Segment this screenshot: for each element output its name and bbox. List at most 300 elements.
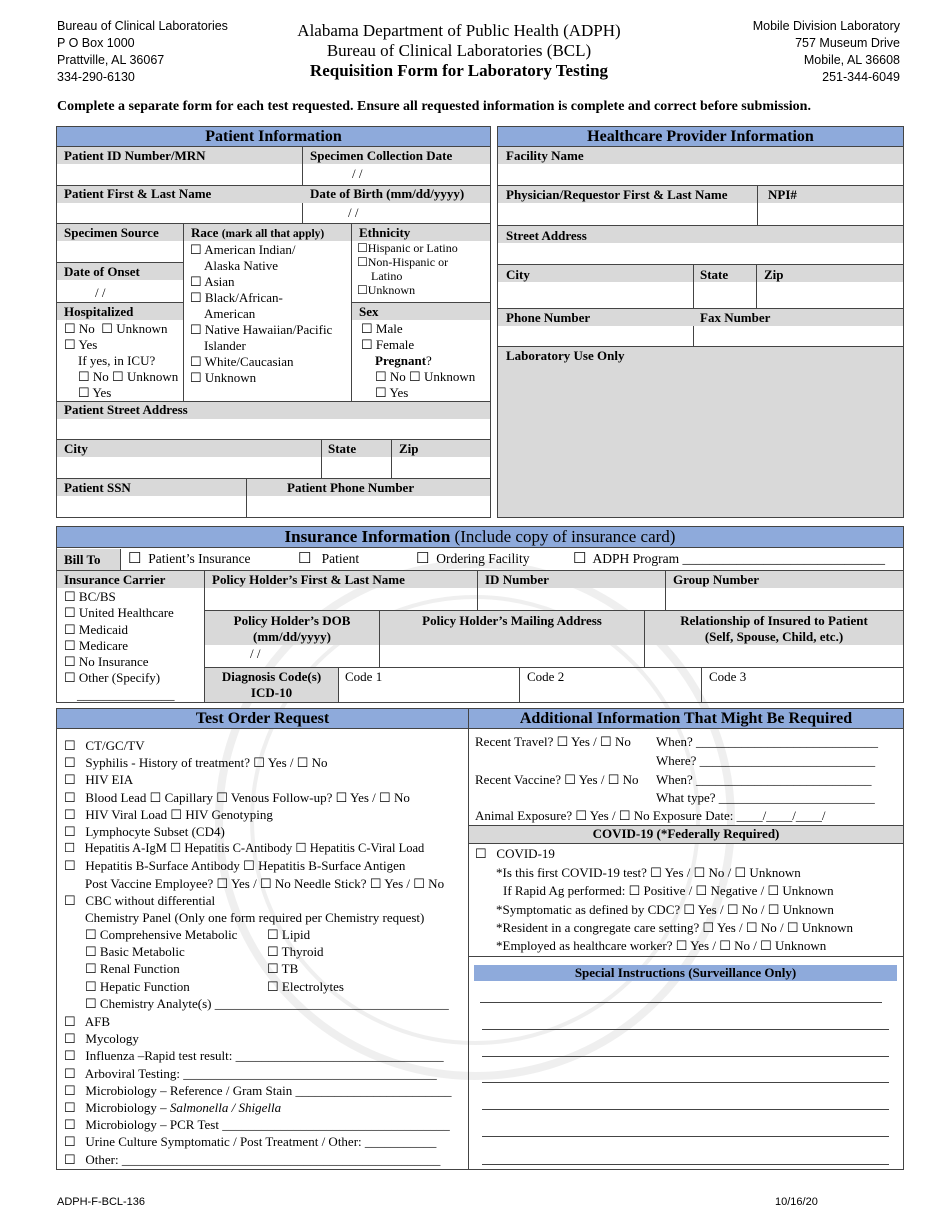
- chem-tb[interactable]: [267, 960, 344, 977]
- test-label: AFB: [84, 1014, 110, 1029]
- special-line[interactable]: [482, 1136, 889, 1137]
- diagnosis-label-line: Diagnosis Code(s): [221, 669, 322, 684]
- pregnant-yes[interactable]: [375, 385, 408, 401]
- lab-use-label: Laboratory Use Only: [506, 348, 625, 363]
- covid-question[interactable]: *Is this first COVID-19 test? ☐ Yes / ☐ No / ☐ Unknown: [496, 865, 801, 880]
- lab-address-left: [57, 18, 228, 86]
- test-label: Urine Culture Symptomatic / Post Treatment / Other: ___________: [85, 1134, 437, 1150]
- checkbox-icon[interactable]: [64, 893, 76, 908]
- option-label: Male: [375, 321, 403, 336]
- checkbox-icon[interactable]: [357, 255, 368, 269]
- street-address-label: Patient Street Address: [64, 402, 188, 417]
- checkbox-icon[interactable]: [190, 242, 202, 257]
- checkbox-icon[interactable]: [64, 755, 76, 770]
- option-label: Unknown: [126, 369, 179, 384]
- chem-lipid[interactable]: [267, 926, 344, 943]
- provider-section-title: Healthcare Provider Information: [498, 127, 903, 147]
- collection-date-label: Specimen Collection Date: [310, 148, 453, 163]
- lab-address-right: [753, 18, 900, 86]
- zip-label: Zip: [399, 441, 419, 456]
- test-list-more: [64, 1013, 452, 1168]
- test-afb[interactable]: [64, 1013, 452, 1030]
- label-bar: [57, 571, 903, 588]
- test-label: Other: _________________________________________________: [85, 1151, 441, 1167]
- recent-vaccine[interactable]: Recent Vaccine? ☐ Yes / ☐ No: [475, 772, 639, 787]
- pregnant-question-mark: ?: [426, 353, 432, 368]
- bill-to-label: Bill To: [64, 552, 101, 567]
- special-line[interactable]: [482, 1164, 889, 1165]
- option-label: Medicaid: [78, 621, 128, 637]
- race-option-label: Black/African-: [204, 290, 283, 305]
- checkbox-icon[interactable]: [64, 605, 76, 620]
- test-syphilis[interactable]: [64, 754, 444, 771]
- option-label: Ordering Facility: [436, 551, 530, 566]
- checkbox-icon[interactable]: [64, 1048, 76, 1063]
- pregnant-label: [375, 353, 432, 369]
- chem-panel-label: Chemistry Panel (Only one form required per Chemistry request): [85, 910, 425, 926]
- test-label: Chemistry Analyte(s) ____________________________________: [99, 995, 449, 1011]
- test-ct-gc-tv[interactable]: [64, 737, 444, 754]
- option-label: Medicare: [78, 637, 128, 653]
- carrier-medicaid[interactable]: [64, 622, 175, 638]
- test-mycology[interactable]: [64, 1030, 452, 1047]
- provider-street-label: Street Address: [506, 228, 587, 243]
- holder-dob-label-line: Policy Holder’s DOB: [233, 613, 351, 628]
- race-option-label: American Indian/: [204, 242, 296, 257]
- checkbox-icon[interactable]: [85, 996, 97, 1011]
- carrier-options: [64, 589, 175, 703]
- test-label: Thyroid: [281, 944, 324, 960]
- vaccine-when[interactable]: When? ___________________________: [656, 772, 872, 787]
- ethnicity-option-label: Unknown: [367, 283, 416, 297]
- address-line: 757 Museum Drive: [795, 36, 900, 50]
- race-option-label: American: [204, 306, 256, 321]
- covid-question[interactable]: *Resident in a congregate care setting? ☐ Yes / ☐ No / ☐ Unknown: [496, 919, 854, 935]
- form-date: 10/16/20: [775, 1196, 818, 1208]
- test-label: Lymphocyte Subset (CD4): [85, 824, 225, 840]
- checkbox-icon[interactable]: [409, 369, 421, 384]
- carrier-bcbs[interactable]: [64, 589, 175, 605]
- address-line: 251-344-6049: [822, 70, 900, 84]
- race-label-text: Race: [191, 225, 219, 240]
- checkbox-icon[interactable]: [64, 337, 76, 352]
- test-hiv-viral-load[interactable]: [64, 806, 444, 823]
- specimen-source-label: Specimen Source: [64, 225, 159, 240]
- group-number-label: Group Number: [673, 572, 760, 587]
- address-line: 334-290-6130: [57, 70, 135, 84]
- checkbox-icon[interactable]: [101, 321, 113, 336]
- option-label: Unknown: [423, 369, 476, 384]
- test-label: HIV EIA: [85, 772, 134, 788]
- pregnant-label-text: Pregnant: [375, 353, 427, 368]
- carrier-no-insurance[interactable]: [64, 654, 175, 670]
- ethnicity-option-label: Non-Hispanic or: [367, 255, 449, 269]
- test-micro-reference[interactable]: [64, 1082, 452, 1099]
- checkbox-icon[interactable]: [64, 638, 76, 653]
- race-option-american-indian[interactable]: [190, 242, 332, 258]
- bill-patient[interactable]: [298, 551, 359, 567]
- checkbox-icon[interactable]: [64, 841, 75, 855]
- checkbox-icon[interactable]: [375, 385, 387, 400]
- checkbox-icon[interactable]: [112, 369, 124, 384]
- test-label: Blood Lead ☐ Capillary ☐ Venous Follow-up? ☐ Yes / ☐ No: [85, 789, 410, 805]
- form-title: [250, 21, 668, 81]
- relationship-label-line: (Self, Spouse, Child, etc.): [704, 629, 844, 644]
- collection-date-input[interactable]: / /: [352, 166, 363, 181]
- checkbox-icon[interactable]: [64, 858, 76, 873]
- divider: [183, 223, 184, 401]
- icu-yes[interactable]: [78, 385, 111, 401]
- special-instructions-title: Special Instructions (Surveillance Only): [574, 965, 797, 980]
- provider-zip-label: Zip: [764, 267, 784, 282]
- bill-ordering-facility[interactable]: [416, 551, 530, 567]
- checkbox-icon[interactable]: [190, 322, 202, 337]
- option-label: United Healthcare: [78, 605, 174, 621]
- carrier-united[interactable]: [64, 605, 175, 621]
- test-label: Electrolytes: [281, 978, 344, 994]
- physician-label: Physician/Requestor First & Last Name: [506, 187, 728, 202]
- provider-fax-label: Fax Number: [700, 310, 771, 325]
- checkbox-icon[interactable]: [64, 321, 76, 336]
- race-option-label: Asian: [204, 274, 235, 289]
- test-label: Hepatitis B-Surface Antibody ☐ Hepatitis B-Surface Antigen: [85, 858, 406, 874]
- checkbox-icon[interactable]: [85, 927, 97, 942]
- covid-questions: [496, 864, 853, 955]
- test-label: Arboviral Testing: _______________________________________: [84, 1065, 437, 1081]
- test-blood-lead[interactable]: [64, 789, 444, 806]
- checkbox-icon[interactable]: [375, 369, 387, 384]
- insurance-title-bold: Insurance Information: [284, 527, 451, 546]
- additional-info-title: Additional Information That Might Be Required: [469, 709, 903, 729]
- bill-adph-program[interactable]: [573, 551, 885, 567]
- checkbox-icon[interactable]: [85, 961, 97, 976]
- race-option-label: Islander: [204, 338, 246, 353]
- form-id: ADPH-F-BCL-136: [57, 1196, 146, 1208]
- chem-analyte[interactable]: [85, 995, 449, 1012]
- checkbox-icon[interactable]: [267, 927, 279, 942]
- checkbox-icon[interactable]: [64, 622, 76, 637]
- checkbox-icon[interactable]: [190, 274, 202, 289]
- option-label: No: [78, 321, 95, 336]
- race-option-label: Alaska Native: [204, 258, 279, 273]
- post-vaccine-question: Post Vaccine Employee? ☐ Yes / ☐ No Needle Stick? ☐ Yes / ☐ No: [85, 875, 445, 891]
- divider: [519, 667, 520, 702]
- race-option-label: Native Hawaiian/Pacific: [204, 322, 333, 337]
- chem-electrolytes[interactable]: [267, 978, 344, 995]
- checkbox-icon[interactable]: [357, 241, 368, 255]
- checkbox-icon[interactable]: [573, 551, 586, 567]
- test-label: Syphilis - History of treatment? ☐ Yes / ☐ No: [85, 755, 328, 771]
- test-arboviral[interactable]: [64, 1065, 452, 1082]
- vaccine-type[interactable]: What type? ________________________: [656, 790, 875, 805]
- divider: [756, 265, 757, 308]
- test-label: Comprehensive Metabolic: [99, 927, 238, 942]
- test-cbc[interactable]: [64, 892, 444, 909]
- test-label: TB: [281, 961, 299, 977]
- test-label: Basic Metabolic: [99, 944, 185, 960]
- checkbox-icon[interactable]: [64, 1134, 76, 1149]
- test-label: Hepatitis A-IgM ☐ Hepatitis C-Antibody ☐ Hepatitis C-Viral Load: [84, 841, 425, 856]
- code3-field[interactable]: Code 3: [709, 669, 747, 684]
- hospitalized-options: [64, 321, 167, 337]
- divider: [693, 265, 694, 346]
- test-hepatitis-a[interactable]: [64, 840, 444, 857]
- label-bar: [57, 440, 490, 457]
- address-line: Mobile Division Laboratory: [752, 19, 900, 33]
- race-option-label: White/Caucasian: [204, 354, 294, 369]
- checkbox-icon[interactable]: [64, 772, 76, 787]
- option-label: Yes: [92, 385, 112, 400]
- checkbox-icon[interactable]: [64, 1152, 76, 1167]
- sex-label: Sex: [359, 304, 379, 319]
- test-label: Hepatic Function: [99, 978, 190, 994]
- test-label: Microbiology – PCR Test ___________________________________: [85, 1117, 450, 1133]
- animal-exposure[interactable]: Animal Exposure? ☐ Yes / ☐ No Exposure Date: ____/____/____/: [475, 808, 826, 823]
- insurance-section-title: [57, 527, 903, 548]
- option-label: Yes: [78, 337, 98, 352]
- relationship-label-line: Relationship of Insured to Patient: [680, 613, 868, 628]
- checkbox-icon[interactable]: [267, 944, 279, 959]
- ethnicity-option-label: Latino: [371, 269, 403, 283]
- state-label: State: [328, 441, 357, 456]
- travel-where[interactable]: Where? ___________________________: [656, 753, 876, 768]
- checkbox-icon[interactable]: [190, 290, 202, 305]
- hospitalized-label: Hospitalized: [64, 304, 134, 319]
- dob-label: Date of Birth (mm/dd/yyyy): [310, 186, 465, 201]
- test-label: Renal Function: [99, 961, 180, 977]
- diagnosis-label: [205, 669, 338, 701]
- checkbox-icon[interactable]: [64, 807, 76, 822]
- covid-question[interactable]: *Symptomatic as defined by CDC? ☐ Yes / ☐ No / ☐ Unknown: [496, 901, 834, 917]
- address-line: Bureau of Clinical Laboratories: [57, 19, 228, 33]
- race-note: (mark all that apply): [221, 228, 325, 240]
- carrier-label: Insurance Carrier: [64, 572, 166, 587]
- lab-use-area: [498, 347, 903, 517]
- hospitalized-yes[interactable]: [64, 337, 97, 353]
- divider: [338, 667, 339, 702]
- option-label: No: [92, 369, 109, 384]
- checkbox-icon[interactable]: [190, 354, 202, 369]
- option-label: Female: [375, 337, 415, 352]
- checkbox-icon[interactable]: [361, 337, 373, 352]
- checkbox-icon[interactable]: [64, 670, 76, 685]
- covid-question[interactable]: If Rapid Ag performed: ☐ Positive / ☐ Negative / ☐ Unknown: [503, 883, 834, 899]
- divider: [391, 440, 392, 478]
- provider-state-label: State: [700, 267, 729, 282]
- divider: [246, 479, 247, 517]
- icu-options: [78, 369, 178, 385]
- patient-section-title: Patient Information: [57, 127, 490, 147]
- relationship-label: [645, 613, 903, 645]
- checkbox-icon[interactable]: [64, 589, 76, 604]
- checkbox-icon[interactable]: [64, 1083, 76, 1098]
- test-label: CBC without differential: [85, 892, 216, 908]
- carrier-other-input[interactable]: _______________: [77, 686, 175, 702]
- divider: [757, 186, 758, 225]
- test-other[interactable]: [64, 1151, 452, 1168]
- onset-label: Date of Onset: [64, 264, 140, 279]
- divider: [468, 708, 469, 1170]
- chem-thyroid[interactable]: [267, 943, 344, 960]
- checkbox-icon[interactable]: [357, 283, 368, 297]
- dob-input[interactable]: / /: [348, 205, 359, 220]
- address-line: Prattville, AL 36067: [57, 53, 165, 67]
- test-label: Mycology: [85, 1031, 139, 1047]
- special-line[interactable]: [482, 1029, 889, 1030]
- checkbox-icon[interactable]: [78, 385, 90, 400]
- ssn-label: Patient SSN: [64, 480, 131, 495]
- covid-question[interactable]: *Employed as healthcare worker? ☐ Yes / ☐ No / ☐ Unknown: [496, 938, 827, 954]
- race-option-white[interactable]: [190, 354, 332, 370]
- checkbox-icon[interactable]: [64, 1117, 76, 1132]
- instructions: Complete a separate form for each test requested. Ensure all requested information is complete and correct before submission.: [57, 99, 811, 114]
- code1-field[interactable]: Code 1: [345, 669, 383, 684]
- insurance-id-label: ID Number: [485, 572, 549, 587]
- travel-when[interactable]: When? ____________________________: [656, 734, 879, 749]
- checkbox-icon[interactable]: [85, 979, 97, 994]
- facility-label: Facility Name: [506, 148, 584, 163]
- race-option-unknown[interactable]: [190, 370, 332, 386]
- patient-id-label: Patient ID Number/MRN: [64, 148, 206, 163]
- race-option-black[interactable]: [190, 290, 332, 306]
- ethnicity-option-unknown[interactable]: [357, 283, 458, 297]
- race-option-label: Unknown: [204, 370, 257, 385]
- address-line: P O Box 1000: [57, 36, 135, 50]
- holder-dob-label: [205, 613, 379, 645]
- option-label: Patient’s Insurance: [148, 551, 251, 566]
- test-label: Influenza –Rapid test result: ________________________________: [85, 1048, 444, 1064]
- race-label: [191, 225, 324, 242]
- divider: [701, 667, 702, 702]
- form-name: Requisition Form for Laboratory Testing: [309, 61, 609, 80]
- address-line: Mobile, AL 36608: [803, 53, 900, 67]
- carrier-other[interactable]: [64, 670, 175, 686]
- bill-patient-insurance[interactable]: [128, 551, 251, 567]
- special-line[interactable]: [482, 1109, 889, 1110]
- checkbox-icon[interactable]: [416, 551, 429, 567]
- diagnosis-label-line: ICD-10: [250, 685, 293, 700]
- test-label: HIV Viral Load ☐ HIV Genotyping: [85, 806, 273, 822]
- checkbox-icon[interactable]: [78, 369, 90, 384]
- checkbox-icon[interactable]: [64, 1031, 76, 1046]
- phone-label: Patient Phone Number: [287, 480, 415, 495]
- option-label: Unknown: [116, 321, 168, 336]
- checkbox-icon[interactable]: [190, 370, 202, 385]
- checkbox-icon[interactable]: [267, 961, 279, 976]
- divider: [477, 571, 478, 611]
- covid-test[interactable]: [475, 846, 555, 862]
- salmonella-label: Salmonella / Shigella: [169, 1100, 282, 1116]
- icu-question: If yes, in ICU?: [78, 353, 156, 368]
- recent-travel[interactable]: Recent Travel? ☐ Yes / ☐ No: [475, 734, 631, 749]
- holder-name-label: Policy Holder’s First & Last Name: [212, 572, 405, 587]
- checkbox-icon[interactable]: [64, 1066, 76, 1081]
- test-hiv-eia[interactable]: [64, 771, 444, 788]
- option-label: Other (Specify): [78, 670, 161, 686]
- npi-label: NPI#: [768, 187, 797, 202]
- divider: [120, 549, 121, 570]
- test-list: [64, 737, 444, 926]
- ethnicity-option-label: Hispanic or Latino: [367, 241, 458, 255]
- option-label: Patient: [321, 551, 360, 566]
- chem-right-options: [267, 926, 344, 995]
- special-line[interactable]: [480, 1002, 882, 1003]
- divider: [665, 571, 666, 611]
- divider: [469, 843, 903, 844]
- test-label: CT/GC/TV: [85, 738, 145, 753]
- checkbox-icon[interactable]: [267, 979, 279, 994]
- checkbox-icon[interactable]: [128, 551, 141, 567]
- checkbox-icon[interactable]: [64, 1014, 76, 1029]
- ethnicity-option-non-hispanic[interactable]: [357, 255, 458, 269]
- test-micro-salmonella[interactable]: [64, 1099, 452, 1116]
- onset-date-input[interactable]: / /: [95, 285, 106, 300]
- test-hepatitis-b[interactable]: [64, 857, 444, 874]
- test-influenza[interactable]: [64, 1047, 452, 1064]
- test-urine-culture[interactable]: [64, 1133, 452, 1150]
- test-label: Microbiology – Reference / Gram Stain ________________________: [85, 1082, 452, 1098]
- race-options: [190, 242, 332, 386]
- checkbox-icon[interactable]: [85, 944, 97, 959]
- race-option-asian[interactable]: [190, 274, 332, 290]
- option-label: ADPH Program ______________________________: [592, 551, 885, 566]
- provider-city-label: City: [506, 267, 530, 282]
- mailing-address-label: Policy Holder’s Mailing Address: [422, 613, 602, 628]
- race-option-pacific[interactable]: [190, 322, 332, 338]
- insurance-title-note: (Include copy of insurance card): [454, 527, 676, 546]
- test-label: Lipid: [281, 927, 311, 942]
- checkbox-icon[interactable]: [475, 846, 487, 861]
- divider: [469, 956, 903, 957]
- pregnant-options: [375, 369, 475, 385]
- patient-name-label: Patient First & Last Name: [64, 186, 212, 201]
- ethnicity-options: [357, 241, 458, 297]
- code2-field[interactable]: Code 2: [527, 669, 565, 684]
- department-name: Alabama Department of Public Health (ADPH): [297, 21, 621, 40]
- divider: [321, 440, 322, 478]
- test-label: COVID-19: [496, 846, 555, 861]
- ethnicity-label: Ethnicity: [359, 225, 411, 240]
- checkbox-icon[interactable]: [64, 790, 76, 805]
- special-line[interactable]: [482, 1082, 889, 1083]
- checkbox-icon[interactable]: [64, 824, 76, 839]
- option-label: Yes: [389, 385, 409, 400]
- option-label: No Insurance: [78, 654, 149, 670]
- checkbox-icon[interactable]: [298, 551, 311, 567]
- test-label: Microbiology –: [85, 1100, 170, 1116]
- option-label: BC/BS: [78, 589, 116, 604]
- holder-dob-label-line: (mm/dd/yyyy): [253, 629, 331, 644]
- sex-male[interactable]: [361, 321, 403, 337]
- bureau-name: Bureau of Clinical Laboratories (BCL): [326, 41, 592, 60]
- checkbox-icon[interactable]: [64, 654, 76, 669]
- carrier-medicare[interactable]: [64, 638, 175, 654]
- ethnicity-option-hispanic[interactable]: [357, 241, 458, 255]
- option-label: No: [389, 369, 406, 384]
- covid-title: COVID-19 (*Federally Required): [592, 826, 780, 841]
- test-micro-pcr[interactable]: [64, 1116, 452, 1133]
- checkbox-icon[interactable]: [64, 1100, 76, 1115]
- checkbox-icon[interactable]: [361, 321, 373, 336]
- test-order-title: Test Order Request: [57, 709, 468, 729]
- city-label: City: [64, 441, 88, 456]
- test-lymphocyte[interactable]: [64, 823, 444, 840]
- holder-dob-input[interactable]: / /: [250, 646, 261, 661]
- checkbox-icon[interactable]: [64, 738, 76, 753]
- special-line[interactable]: [482, 1056, 889, 1057]
- sex-female[interactable]: [361, 337, 414, 353]
- provider-phone-label: Phone Number: [506, 310, 591, 325]
